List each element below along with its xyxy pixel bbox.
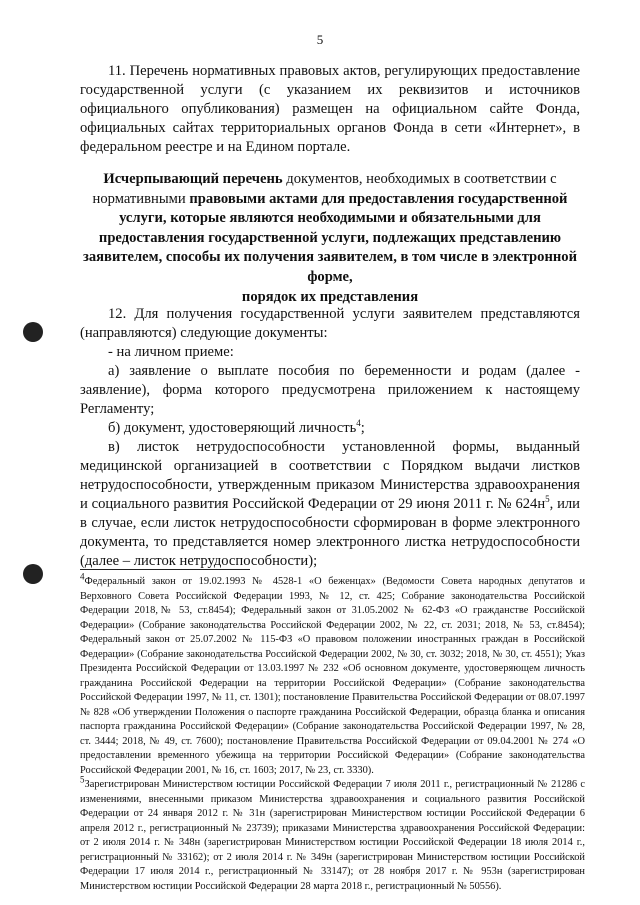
binder-hole-mark xyxy=(23,564,43,584)
footnotes xyxy=(80,571,585,894)
footnote-ref-4: 4 xyxy=(356,418,361,429)
paragraph-11-text: 11. Перечень нормативных правовых актов, регулирующих предоставление государственной услуги (с указанием их реквизитов и источников официального опубликования) размещен на официальном сайте Фонда, официальных сайтах территориальных органов Фонда в сети «Интернет», в федеральном реестре и на Едином портале. xyxy=(80,63,580,155)
heading-bold-part: правовыми актами для предоставления государственной услуги, которые являются необходимыми и обязательными для предоставления государственной услуги, подлежащих представлению заявителем, способы их получения заявителем, в том числе в электронной форме, xyxy=(83,190,577,285)
heading-bold-lead: Исчерпывающий перечень xyxy=(103,171,283,187)
footnote-4 xyxy=(80,571,585,778)
paragraph-11 xyxy=(80,62,580,157)
paragraph-12 xyxy=(80,305,580,571)
item-b-text: б) документ, удостоверяющий личность xyxy=(108,420,357,436)
item-c xyxy=(80,438,580,571)
item-c-text-1: в) листок нетрудоспособности установленной формы, выданный медицинской организацией в соответствии с Порядком выдачи листков нетрудоспособности, утвержденным приказом Министерства здравоохранения и социального развития Российской Федерации от 29 июня 2011 г. № 624н xyxy=(80,439,580,512)
section-heading xyxy=(80,170,580,307)
item-a: а) заявление о выплате пособия по беременности и родам (далее - заявление), форма которого предусмотрена приложением к настоящему Регламенту; xyxy=(80,363,580,417)
footnote-4-text: Федеральный закон от 19.02.1993 № 4528-1 «О беженцах» (Ведомости Совета народных депутатов и Верховного Совета Российской Федерации 1993, № 12, ст. 425; Собрание законодательства Российской Федерации 2018,№ 53, ст.8454); Федеральный закон от 31.05.2002 № 62-ФЗ «О гражданстве Российской Федерации» (Собрание законодательства Российской Федерации 2002, № 22, ст. 2031; 2018, № 53, ст.8454); Федеральный закон от 25.07.2002 № 115-ФЗ «О правовом положении иностранных граждан в Российской Федерации» (Собрание законодательства Российской Федерации 2002, № 30, ст. 3032; 2018, № 30, ст. 4551); Указ Президента Российской Федерации от 13.03.1997 № 232 «Об основном документе, удостоверяющем личность гражданина Российской Федерации на территории Российской Федерации» (Собрание законодательства Российской Федерации 1997, № 11, ст. 1301); постановление Правительства Российской Федерации от 08.07.1997 № 828 «Об утверждении Положения о паспорте гражданина Российской Федерации, образца бланка и описания паспорта гражданина Российской Федерации» (Собрание законодательства Российской Федерации 1997, № 28, ст. 3444; 2018, № 49, ст. 7600); постановление Правительства Российской Федерации от 09.04.2001 № 274 «О предоставлении временного убежища на территории Российской Федерации» (Собрание законодательства Российской Федерации 2001, № 16, ст. 1603; 2017, № 23, ст. 3330). xyxy=(80,576,585,776)
item-c-text-2: , или в случае, если листок нетрудоспособности сформирован в форме электронного документа, то представляется номер электронного листка нетрудоспособности (далее – листок нетрудоспособности); xyxy=(80,496,580,569)
paragraph-12-intro: 12. Для получения государственной услуги заявителем представляются (направляются) следующие документы: xyxy=(80,306,580,341)
item-b-end: ; xyxy=(360,420,365,436)
footnote-5-mark: 5 xyxy=(80,774,85,785)
footnote-divider xyxy=(80,569,250,570)
item-b xyxy=(80,419,580,438)
heading-last-line: порядок их представления xyxy=(241,288,419,305)
page-number: 5 xyxy=(316,32,324,47)
footnote-ref-5: 5 xyxy=(545,494,550,505)
in-person-label: - на личном приеме: xyxy=(108,344,234,360)
footnote-4-mark: 4 xyxy=(80,571,85,582)
heading-normal-part: документов, необходимых в соответствии с нормативными xyxy=(92,171,557,207)
footnote-5 xyxy=(80,774,585,894)
binder-hole-mark xyxy=(23,322,43,342)
footnote-5-text: Зарегистрирован Министерством юстиции Российской Федерации 7 июля 2011 г., регистрационный № 21286 с изменениями, внесенными приказом Министерства здравоохранения и социального развития Российской Федерации от 24 января 2012 г. № 31н (зарегистрирован Министерством юстиции Российской Федерации 6 апреля 2012 г., регистрационный № 23739); приказами Министерства здравоохранения Российской Федерации: от 2 июля 2014 г. № 348н (зарегистрирован Министерством юстиции Российской Федерации 18 июля 2014 г., регистрационный № 33162); от 2 июля 2014 г. № 349н (зарегистрирован Министерством юстиции Российской Федерации 17 июля 2014 г., регистрационный № 33147); от 28 ноября 2017 г. № 953н (зарегистрирован Министерством юстиции Российской Федерации 28 марта 2018 г., регистрационный № 50556). xyxy=(80,779,585,892)
